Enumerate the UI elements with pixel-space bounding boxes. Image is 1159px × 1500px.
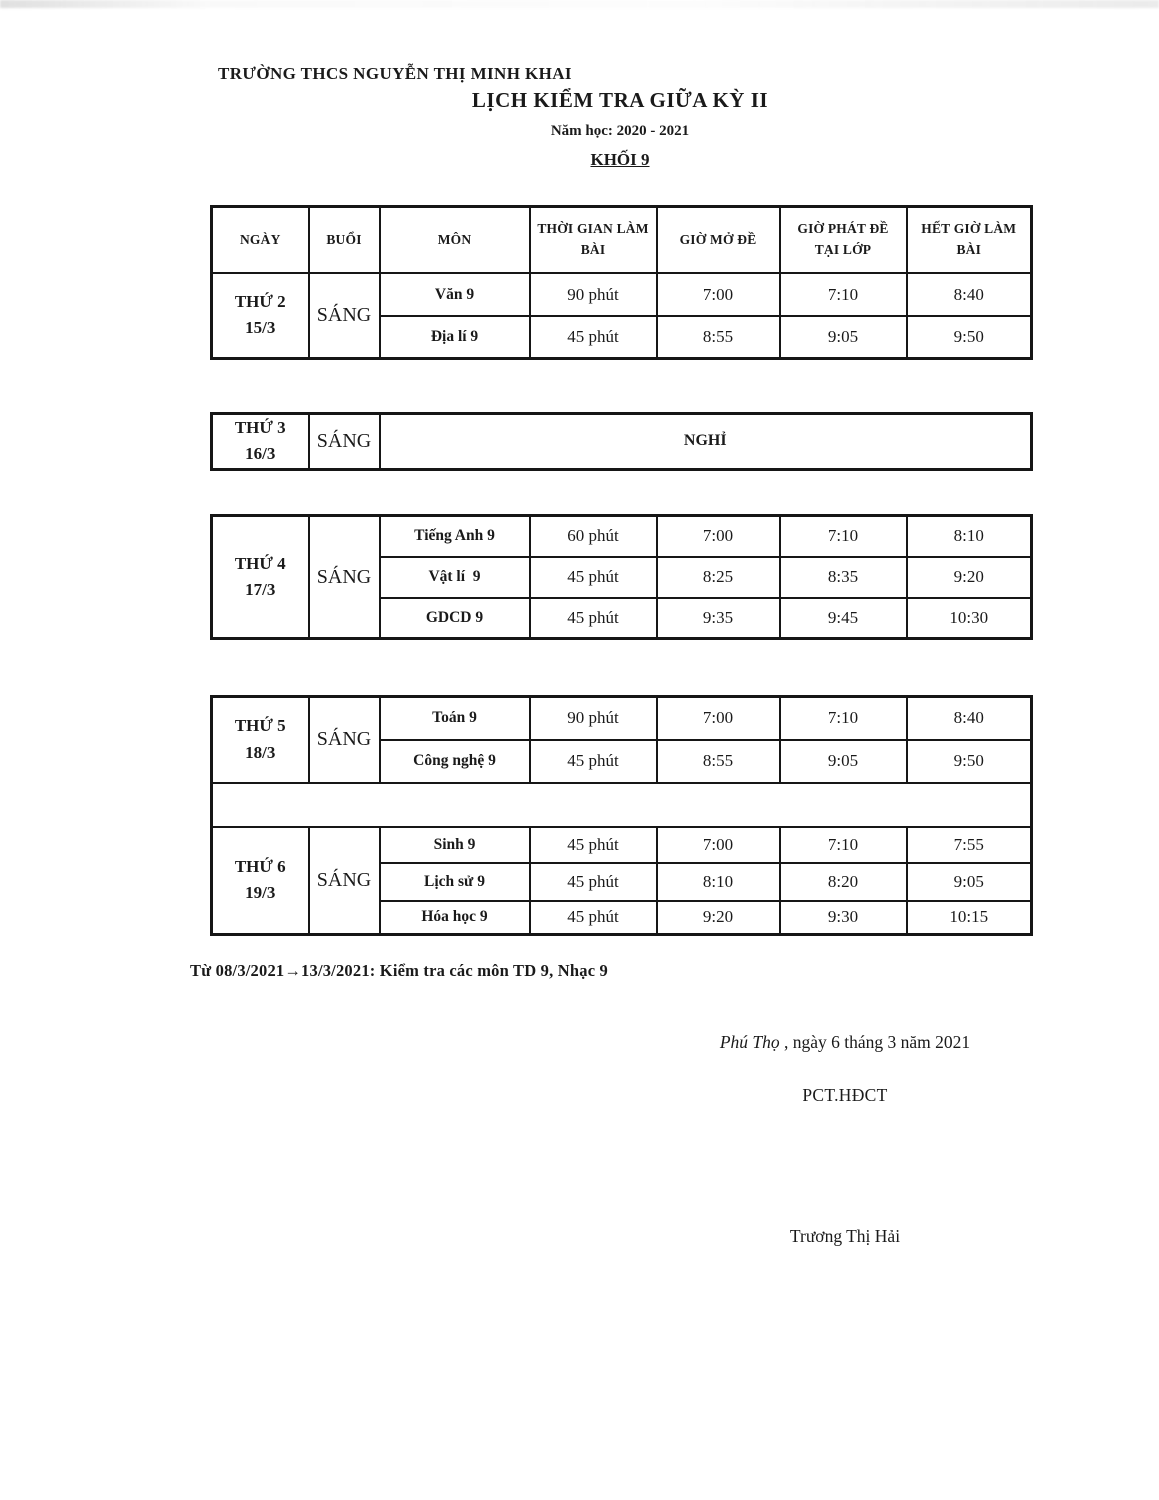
handout-time-cell: 8:20 xyxy=(780,863,907,901)
subject-cell: Công nghệ 9 xyxy=(380,740,530,783)
open-time-cell: 8:25 xyxy=(657,557,780,598)
col-header-gio-phat-de: GIỜ PHÁT ĐỀ TẠI LỚP xyxy=(780,207,907,274)
handout-time-cell: 9:45 xyxy=(780,598,907,639)
scan-artifact xyxy=(0,0,1159,8)
session-cell: SÁNG xyxy=(309,414,380,470)
schedule-table-thu3 xyxy=(210,412,1033,471)
day-label: THỨ 2 xyxy=(234,291,286,311)
school-name: TRƯỜNG THCS NGUYỄN THỊ MINH KHAI xyxy=(218,64,572,83)
end-time-cell: 8:40 xyxy=(907,273,1032,316)
subject-cell: GDCD 9 xyxy=(380,598,530,639)
handout-time-cell: 7:10 xyxy=(780,697,907,740)
subject-cell: Sinh 9 xyxy=(380,827,530,863)
col-header-thoi-gian: THỜI GIAN LÀM BÀI xyxy=(530,207,657,274)
day-cell xyxy=(212,697,309,783)
col-header-gio-mo-de: GIỜ MỞ ĐỀ xyxy=(657,207,780,274)
end-time-cell: 8:10 xyxy=(907,516,1032,557)
day-cell xyxy=(212,516,309,639)
day-label: THỨ 6 xyxy=(234,856,286,876)
day-cell xyxy=(212,414,309,470)
duration-cell: 60 phút xyxy=(530,516,657,557)
page-title: LỊCH KIỂM TRA GIỮA KỲ II xyxy=(471,88,769,112)
end-time-cell: 9:50 xyxy=(907,316,1032,358)
handout-time-cell: 9:30 xyxy=(780,901,907,935)
day-label: THỨ 5 xyxy=(234,716,286,736)
day-date: 15/3 xyxy=(245,318,276,338)
subject-cell: Hóa học 9 xyxy=(380,901,530,935)
school-year: Năm học: 2020 - 2021 xyxy=(550,123,690,139)
spacer-row xyxy=(212,783,1032,827)
table-header-row xyxy=(212,207,1032,274)
footer-note: Từ 08/3/2021→13/3/2021: Kiểm tra các môn TD 9, Nhạc 9 xyxy=(190,961,608,980)
end-time-cell: 9:05 xyxy=(907,863,1032,901)
day-cell xyxy=(212,273,309,358)
open-time-cell: 8:55 xyxy=(657,740,780,783)
duration-cell: 45 phút xyxy=(530,598,657,639)
end-time-cell: 10:30 xyxy=(907,598,1032,639)
duration-cell: 45 phút xyxy=(530,557,657,598)
handout-time-cell: 7:10 xyxy=(780,273,907,316)
subject-cell: Lịch sử 9 xyxy=(380,863,530,901)
signature-date: , ngày 6 tháng 3 năm 2021 xyxy=(779,1032,971,1052)
grade-heading: KHỐI 9 xyxy=(590,150,650,169)
end-time-cell: 7:55 xyxy=(907,827,1032,863)
day-label: THỨ 4 xyxy=(234,553,286,573)
signature-place: Phú Thọ xyxy=(719,1032,780,1052)
duration-cell: 90 phút xyxy=(530,273,657,316)
day-date: 19/3 xyxy=(245,883,276,903)
open-time-cell: 7:00 xyxy=(657,697,780,740)
end-time-cell: 9:20 xyxy=(907,557,1032,598)
subject-cell: Tiếng Anh 9 xyxy=(380,516,530,557)
day-cell xyxy=(212,827,309,935)
session-cell: SÁNG xyxy=(309,273,380,358)
session-cell: SÁNG xyxy=(309,827,380,935)
session-cell: SÁNG xyxy=(309,697,380,783)
handout-time-cell: 7:10 xyxy=(780,827,907,863)
open-time-cell: 7:00 xyxy=(657,516,780,557)
signature-place-date xyxy=(610,1032,1080,1053)
end-time-cell: 10:15 xyxy=(907,901,1032,935)
exam-row xyxy=(212,827,1032,863)
duration-cell: 90 phút xyxy=(530,697,657,740)
end-time-cell: 8:40 xyxy=(907,697,1032,740)
duration-cell: 45 phút xyxy=(530,901,657,935)
empty-cell xyxy=(212,783,1032,827)
handout-time-cell: 9:05 xyxy=(780,316,907,358)
exam-row xyxy=(212,697,1032,740)
duration-cell: 45 phút xyxy=(530,316,657,358)
rest-note-cell: NGHỈ xyxy=(380,414,1032,470)
col-header-het-gio: HẾT GIỜ LÀM BÀI xyxy=(907,207,1032,274)
day-date: 16/3 xyxy=(245,444,276,464)
subject-cell: Vật lí 9 xyxy=(380,557,530,598)
col-header-mon: MÔN xyxy=(380,207,530,274)
subject-cell: Địa lí 9 xyxy=(380,316,530,358)
duration-cell: 45 phút xyxy=(530,740,657,783)
schedule-table-thu2 xyxy=(210,205,1033,360)
open-time-cell: 7:00 xyxy=(657,827,780,863)
col-header-ngay: NGÀY xyxy=(212,207,309,274)
signer-title: PCT.HĐCT xyxy=(802,1085,888,1105)
day-date: 17/3 xyxy=(245,580,276,599)
subject-cell: Văn 9 xyxy=(380,273,530,316)
exam-row xyxy=(212,516,1032,557)
day-label: THỨ 3 xyxy=(234,418,286,437)
exam-row xyxy=(212,273,1032,316)
subject-cell: Toán 9 xyxy=(380,697,530,740)
duration-cell: 45 phút xyxy=(530,827,657,863)
signer-name: Trương Thị Hải xyxy=(789,1226,901,1246)
open-time-cell: 8:10 xyxy=(657,863,780,901)
open-time-cell: 9:35 xyxy=(657,598,780,639)
open-time-cell: 7:00 xyxy=(657,273,780,316)
handout-time-cell: 8:35 xyxy=(780,557,907,598)
open-time-cell: 9:20 xyxy=(657,901,780,935)
handout-time-cell: 7:10 xyxy=(780,516,907,557)
end-time-cell: 9:50 xyxy=(907,740,1032,783)
col-header-buoi: BUỔI xyxy=(309,207,380,274)
handout-time-cell: 9:05 xyxy=(780,740,907,783)
schedule-table-thu4 xyxy=(210,514,1033,640)
session-cell: SÁNG xyxy=(309,516,380,639)
open-time-cell: 8:55 xyxy=(657,316,780,358)
schedule-table-thu5-thu6 xyxy=(210,695,1033,936)
day-date: 18/3 xyxy=(245,742,276,762)
duration-cell: 45 phút xyxy=(530,863,657,901)
rest-day-row xyxy=(212,414,1032,470)
